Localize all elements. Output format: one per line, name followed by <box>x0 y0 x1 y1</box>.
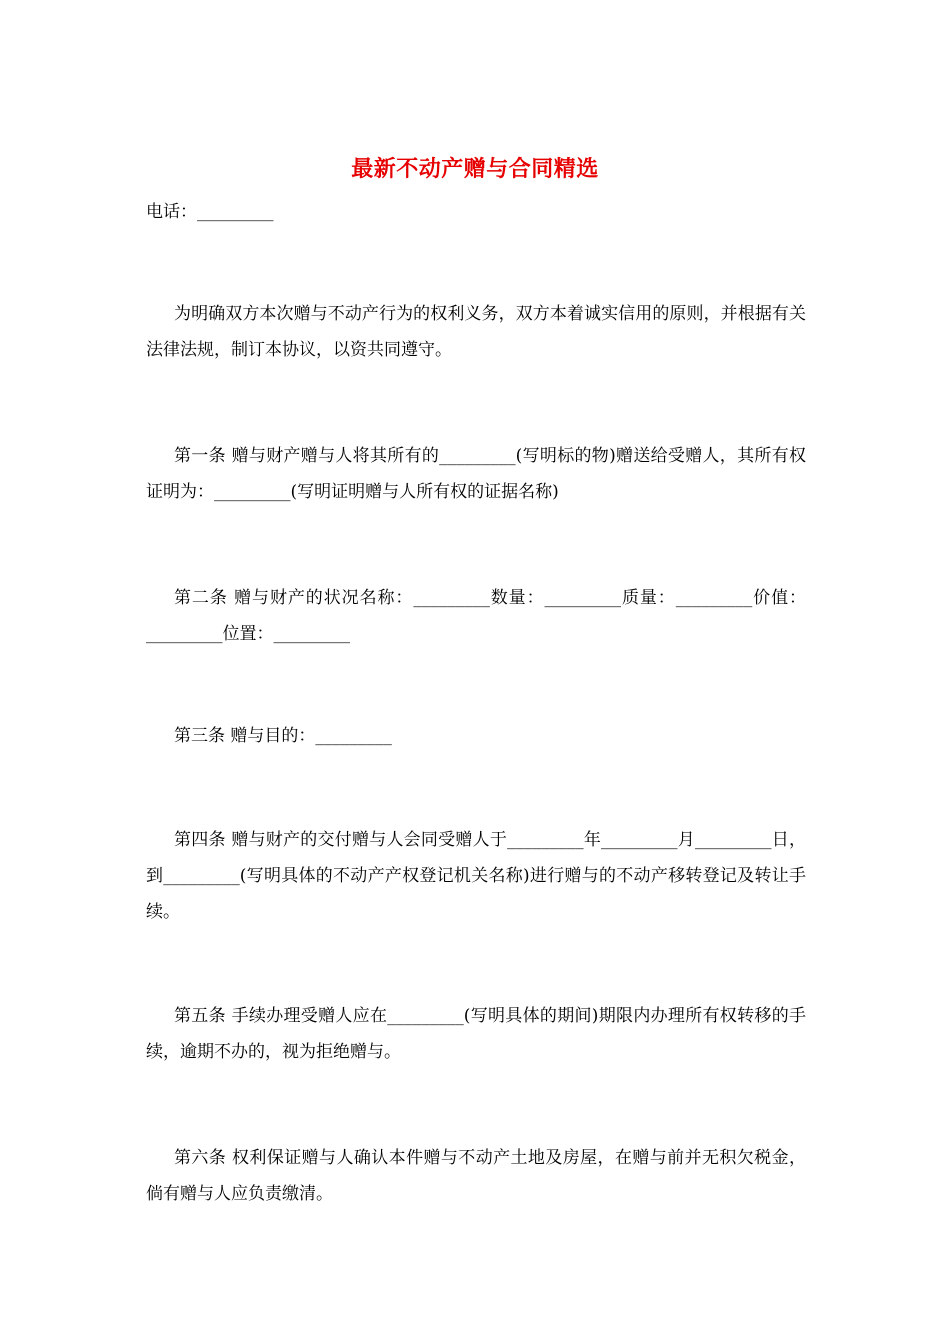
article-5-paragraph: 第五条 手续办理受赠人应在_________(写明具体的期间)期限内办理所有权转移的手续，逾期不办的，视为拒绝赠与。 <box>146 1006 806 1062</box>
phone-line: 电话：_________ <box>146 202 274 222</box>
article-1-paragraph: 第一条 赠与财产赠与人将其所有的_________(写明标的物)赠送给受赠人，其所有权证明为：_________(写明证明赠与人所有权的证据名称) <box>146 446 806 502</box>
document-title: 最新不动产赠与合同精选 <box>351 156 599 182</box>
article-3-paragraph: 第三条 赠与目的：_________ <box>174 726 392 746</box>
article-6-paragraph: 第六条 权利保证赠与人确认本件赠与不动产土地及房屋，在赠与前并无积欠税金，倘有赠与人应负责缴清。 <box>146 1148 806 1204</box>
article-4-paragraph: 第四条 赠与财产的交付赠与人会同受赠人于_________年_________月_________日，到_________(写明具体的不动产产权登记机关名称)进行赠与的不动产移转登记及转让手续。 <box>146 830 806 922</box>
preamble-paragraph: 为明确双方本次赠与不动产行为的权利义务，双方本着诚实信用的原则，并根据有关法律法规，制订本协议，以资共同遵守。 <box>146 304 806 360</box>
article-2-paragraph: 第二条 赠与财产的状况名称：_________数量：_________质量：_________价值：_________位置：_________ <box>146 588 806 644</box>
